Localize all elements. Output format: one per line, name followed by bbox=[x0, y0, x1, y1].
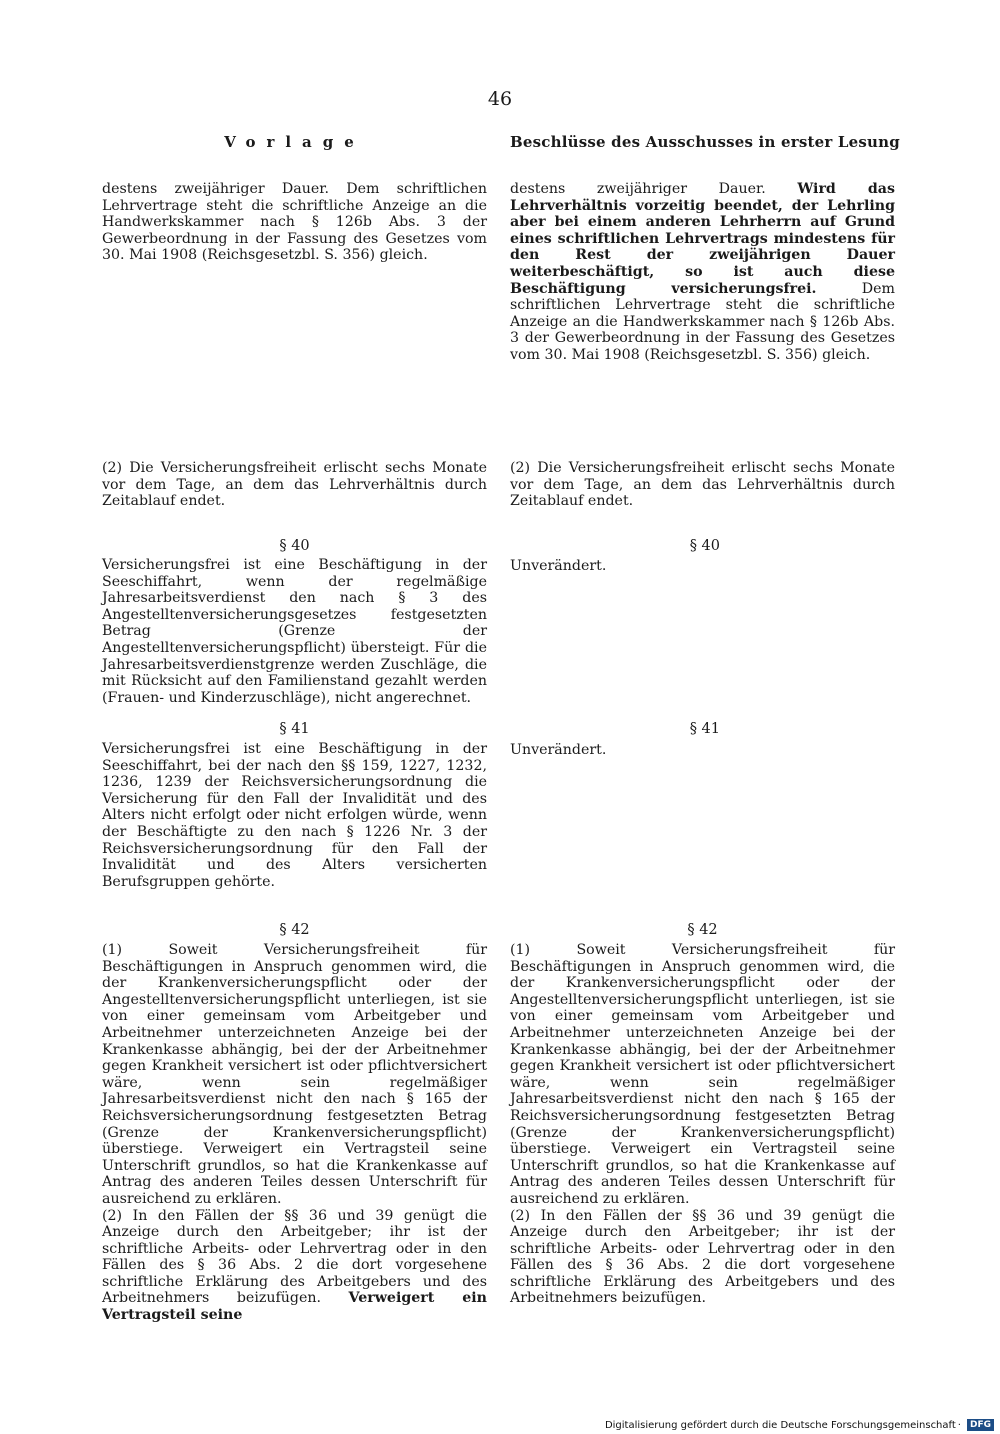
left-section-41-title: § 41 bbox=[279, 721, 310, 737]
left-paragraph-1: destens zweijähriger Dauer. Dem schriftlichen Lehrvertrage steht die schriftliche Anzeige an die Handwerkskammer nach § 126b Abs. 3 der Gewerbeordnung in der Fassung des Gesetzes vom 30. Mai 1908 (Reichsgesetzbl. S. 356) gleich. bbox=[102, 181, 487, 264]
right-section-40-title: § 40 bbox=[689, 538, 720, 554]
footer-separator: · bbox=[957, 1419, 961, 1431]
right-section-42-title: § 42 bbox=[687, 922, 718, 938]
left-section-42-paragraph-1: (1) Soweit Versicherungsfreiheit für Beschäftigungen in Anspruch genommen wird, die der Krankenversicherungspflicht oder der Angestelltenversicherungspflicht unterliegen, ist sie von einer gemeinsam vom Arbeitgeber und Arbeitnehmer unterzeichneten Anzeige bei der Krankenkasse abhängig, bei der der Arbeitnehmer gegen Krankheit versichert ist oder pflichtversichert wäre, wenn sein regelmäßiger Jahresarbeitsverdienst nicht den nach § 165 der Reichsversicherungsordnung festgesetzten Betrag (Grenze der Krankenversicherungspflicht) überstiege. Verweigert ein Vertragsteil seine Unterschrift grundlos, so hat die Krankenkasse auf Antrag des anderen Teiles dessen Unterschrift für ausreichend zu erklären. bbox=[102, 942, 487, 1207]
left-section-42-paragraph-2 bbox=[102, 1208, 487, 1324]
right-paragraph-2: (2) Die Versicherungsfreiheit erlischt sechs Monate vor dem Tage, an dem das Lehrverhältnis durch Zeitablauf endet. bbox=[510, 460, 895, 510]
right-section-41-text: Unverändert. bbox=[510, 742, 607, 758]
right-section-40-text: Unverändert. bbox=[510, 558, 607, 574]
left-section-42-text bbox=[102, 942, 487, 1324]
dfg-logo-icon: DFG bbox=[967, 1419, 994, 1431]
heading-beschluesse: Beschlüsse des Ausschusses in erster Lesung bbox=[510, 133, 900, 151]
right-paragraph-1-rest: Dem schriftlichen Lehrvertrage steht die schriftliche Anzeige an die Handwerkskammer nach § 126b Abs. 3 der Gewerbeordnung in der Fassung des Gesetzes vom 30. Mai 1908 (Reichsgesetzbl. S. 356) gleich. bbox=[510, 280, 895, 363]
footer-text: Digitalisierung gefördert durch die Deutsche Forschungsgemeinschaft bbox=[604, 1419, 956, 1431]
right-section-42-paragraph-2: (2) In den Fällen der §§ 36 und 39 genügt die Anzeige durch den Arbeitgeber; ihr ist der schriftliche Arbeits- oder Lehrvertrag oder in den Fällen des § 36 Abs. 2 die dort vorgesehene schriftliche Erklärung des Arbeitgebers und des Arbeitnehmers beizufügen. bbox=[510, 1207, 895, 1307]
footer-credit bbox=[602, 1416, 1000, 1434]
left-section-40-text: Versicherungsfrei ist eine Beschäftigung in der Seeschiffahrt, wenn der regelmäßige Jahresarbeitsverdienst den nach § 3 des Angestelltenversicherungsgesetzes festgesetzten Betrag (Grenze der Angestelltenversicherungspflicht) übersteigt. Für die Jahresarbeitsverdienstgrenze werden Zuschläge, die mit Rücksicht auf den Familienstand gezahlt werden (Frauen- und Kinderzuschläge), nicht angerechnet. bbox=[102, 557, 487, 706]
left-paragraph-2: (2) Die Versicherungsfreiheit erlischt sechs Monate vor dem Tage, an dem das Lehrverhältnis durch Zeitablauf endet. bbox=[102, 460, 487, 510]
right-section-42-text bbox=[510, 942, 895, 1307]
left-section-40-title: § 40 bbox=[279, 538, 310, 554]
heading-vorlage: Vorlage bbox=[224, 133, 365, 151]
left-section-42-title: § 42 bbox=[279, 922, 310, 938]
right-paragraph-1-bold: Wird das Lehrverhältnis vorzeitig beendet, der Lehrling aber bei einem anderen Lehrherrn auf Grund eines schriftlichen Lehrvertrags mindestens für den Rest der zweijährigen Dauer weiterbeschäftigt, so ist auch diese Beschäftigung versicherungsfrei. bbox=[510, 181, 895, 297]
right-section-41-title: § 41 bbox=[689, 721, 720, 737]
right-paragraph-1-normal: destens zweijähriger Dauer. bbox=[510, 181, 766, 197]
right-section-42-paragraph-1: (1) Soweit Versicherungsfreiheit für Beschäftigungen in Anspruch genommen wird, die der Krankenversicherungspflicht oder der Angestelltenversicherungspflicht unterliegen, ist sie von einer gemeinsam vom Arbeitgeber und Arbeitnehmer unterzeichneten Anzeige bei der Krankenkasse abhängig, bei der der Arbeitnehmer gegen Krankheit versichert ist oder pflichtversichert wäre, wenn sein regelmäßiger Jahresarbeitsverdienst nicht den nach § 165 der Reichsversicherungsordnung festgesetzten Betrag (Grenze der Krankenversicherungspflicht) überstiege. Verweigert ein Vertragsteil seine Unterschrift grundlos, so hat die Krankenkasse auf Antrag des anderen Teiles dessen Unterschrift für ausreichend zu erklären. bbox=[510, 942, 895, 1207]
right-paragraph-1 bbox=[510, 181, 895, 364]
page-number: 46 bbox=[487, 88, 513, 110]
left-section-42-paragraph-2-bold: Verweigert ein Vertragsteil seine bbox=[102, 1290, 487, 1324]
left-section-41-text: Versicherungsfrei ist eine Beschäftigung in der Seeschiffahrt, bei der nach den §§ 159, 1227, 1232, 1236, 1239 der Reichsversicherungsordnung die Versicherung für den Fall der Invalidität und des Alters nicht erfolgt oder nicht erfolgen würde, wenn der Beschäftigte zu den nach § 1226 Nr. 3 der Reichsversicherungsordnung für den Fall der Invalidität und des Alters versicherten Berufsgruppen gehörte. bbox=[102, 741, 487, 890]
left-section-42-paragraph-2-normal: (2) In den Fällen der §§ 36 und 39 genügt die Anzeige durch den Arbeitgeber; ihr ist der schriftliche Arbeits- oder Lehrvertrag oder in den Fällen des § 36 Abs. 2 die dort vorgesehene schriftliche Erklärung des Arbeitgebers und des Arbeitnehmers beizufügen. bbox=[102, 1207, 487, 1307]
